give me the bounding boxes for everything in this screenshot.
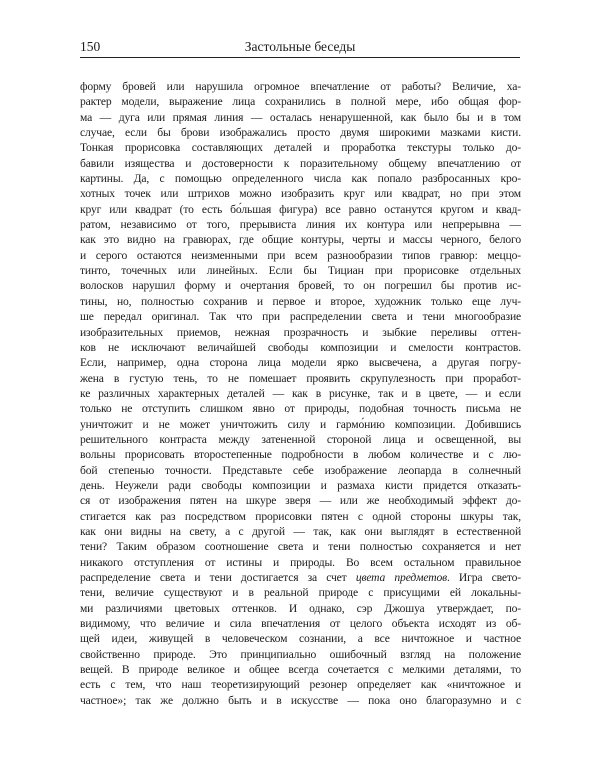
text-segment: и серого остаются неизменными при всем разнообразии типов гравюр: меццо-: [80, 248, 521, 262]
text-line: [80, 585, 521, 600]
text-line: [80, 263, 521, 278]
emphasized-text: цвета предметов: [355, 571, 447, 584]
text-segment: видимому, что величие и сила впечатления от целого объекта исходят из об-: [80, 617, 521, 631]
body-text: [80, 79, 521, 708]
text-line: [80, 417, 521, 432]
text-line: [80, 186, 521, 201]
text-segment: ков не исключают величайшей свободы композиции и смелости контрастов.: [80, 340, 521, 354]
text-segment: изобразительных приемов, нежная прозрачность и зыбкие переливы оттен-: [80, 325, 521, 339]
text-segment: распределение света и тени достигается за счет: [80, 571, 356, 584]
text-line: [80, 125, 521, 140]
text-line: [80, 217, 521, 232]
text-line: [80, 616, 521, 631]
text-segment: ся от изображения пятен на шкуре зверя — или же необходимый эффект до-: [80, 494, 521, 508]
text-line: [80, 355, 521, 370]
text-segment: ми различиями цветовых оттенков. И однако, сэр Джошуа утверждает, по-: [80, 601, 521, 615]
text-line: [80, 156, 521, 171]
text-segment: Если, например, одна сторона лица модели ярко высвечена, а другая погру-: [80, 356, 521, 370]
text-segment: случае, если бы брови изображались просто двумя широкими мазками кисти.: [80, 126, 521, 140]
text-line: [80, 325, 521, 340]
text-segment: свойственно природе. Это принципиально ошибочный взгляд на положение: [80, 647, 521, 661]
text-line: [80, 294, 521, 309]
text-segment: рактер модели, выражение лица сохранились в полной мере, ибо общая фор-: [80, 95, 521, 109]
running-title: Застольные беседы: [244, 39, 356, 54]
page-header: [80, 38, 520, 55]
text-segment: тины, но, полностью сохранив и первое и второе, художник только еще луч-: [80, 294, 521, 308]
text-segment: никакого отступления от истины и природы. Во всем остальном правильное: [80, 555, 521, 569]
text-line: [80, 432, 521, 447]
text-line: [80, 248, 521, 263]
text-line: [80, 94, 521, 109]
text-segment: только не отступить слишком явно от природы, подобная точность письма не: [80, 402, 521, 416]
text-segment: решительного контраста между затененной стороной лица и освещенной, вы: [80, 432, 521, 446]
text-segment: Тонкая прорисовка составляющих деталей и проработка текстуры только до-: [80, 141, 521, 155]
text-segment: ма — дуга или прямая линия — осталась ненарушенной, как было бы и в том: [80, 110, 521, 124]
text-segment: уничтожит и не может уничтожить силу и гармо́нию композиции. Добившись: [80, 417, 521, 431]
text-line: [80, 693, 521, 708]
text-segment: бавили изящества и достоверности к поразительному общему впечатлению от: [80, 156, 521, 170]
text-line: [80, 601, 521, 616]
text-segment: бой степенью точности. Представьте себе изображение леопарда в солнечный: [80, 463, 521, 477]
text-segment: форму бровей или нарушила огромное впечатление от работы? Величие, ха-: [80, 80, 521, 93]
text-segment: частное»; так же должно быть и в искусстве — пока оно благоразумно и с: [80, 693, 521, 707]
text-segment: есть с тем, что наш теоретизирующий резонер определяет как «ничтожное и: [80, 678, 521, 692]
text-segment: волосков нарушил форму и очертания бровей, то он погрешил бы против ис-: [80, 279, 521, 293]
text-segment: тени, величие существуют и в реальной природе с присущими ей локальны-: [80, 586, 521, 600]
text-line: [80, 171, 521, 186]
text-line: [80, 570, 521, 585]
text-line: [80, 493, 521, 508]
text-segment: щей идеи, живущей в человеческом сознании, а все ничтожное и частное: [80, 632, 521, 646]
text-segment: ше передал оригинал. Так что при распределении света и тени многообразие: [80, 310, 521, 324]
text-line: [80, 539, 521, 554]
text-line: [80, 463, 521, 478]
text-segment: . Игра свето-: [446, 571, 521, 584]
header-rule: [80, 57, 520, 58]
page-number: 150: [80, 39, 101, 54]
text-segment: хотных точек или штрихов можно изобразить круг или квадрат, но при этом: [80, 187, 521, 201]
text-line: [80, 478, 521, 493]
text-line: [80, 447, 521, 462]
text-line: [80, 340, 521, 355]
text-line: [80, 202, 521, 217]
text-line: [80, 232, 521, 247]
text-line: [80, 524, 521, 539]
text-segment: тинто, точечных или линейных. Если бы Тициан при прорисовке отдельных: [80, 264, 521, 278]
text-segment: картины. Да, с помощью определенного числа как попало разбросанных кро-: [80, 172, 521, 186]
text-line: [80, 386, 521, 401]
text-line: [80, 677, 521, 692]
text-segment: как они видны на свету, а с другой — так, как они выглядят в естественной: [80, 524, 521, 538]
text-segment: тени? Таким образом соотношение света и тени полностью сохраняется и нет: [80, 540, 521, 554]
text-segment: день. Неужели ради свободы композиции и размаха кисти придется отказать-: [80, 478, 521, 492]
text-segment: вещей. В природе великое и общее всегда сочетается с мелкими деталями, то: [80, 663, 521, 677]
text-line: [80, 631, 521, 646]
text-segment: ке различных характерных деталей — как в рисунке, так и в цвете, — и если: [80, 386, 521, 400]
text-line: [80, 662, 521, 677]
text-line: [80, 371, 521, 386]
text-line: [80, 555, 521, 570]
text-line: [80, 401, 521, 416]
text-segment: стигается как раз посредством прорисовки пятен с одной стороны шкуры так,: [80, 509, 521, 523]
text-segment: вольны прорисовать второстепенные подробности в любом количестве и с лю-: [80, 448, 521, 462]
text-segment: ратом, независимо от того, прерывиста линия их контура или непрерывна —: [80, 218, 521, 232]
text-line: [80, 79, 521, 94]
text-line: [80, 309, 521, 324]
text-segment: жена в густую тень, то не помешает проявить скрупулезность при проработ-: [80, 371, 521, 385]
text-line: [80, 140, 521, 155]
text-line: [80, 278, 521, 293]
text-line: [80, 647, 521, 662]
text-line: [80, 110, 521, 125]
text-segment: круг или квадрат (то есть бо́льшая фигура) все равно останутся кругом и квад-: [80, 202, 521, 216]
text-line: [80, 509, 521, 524]
text-segment: как это видно на гравюрах, где общие контуры, черты и массы черного, белого: [80, 233, 521, 247]
